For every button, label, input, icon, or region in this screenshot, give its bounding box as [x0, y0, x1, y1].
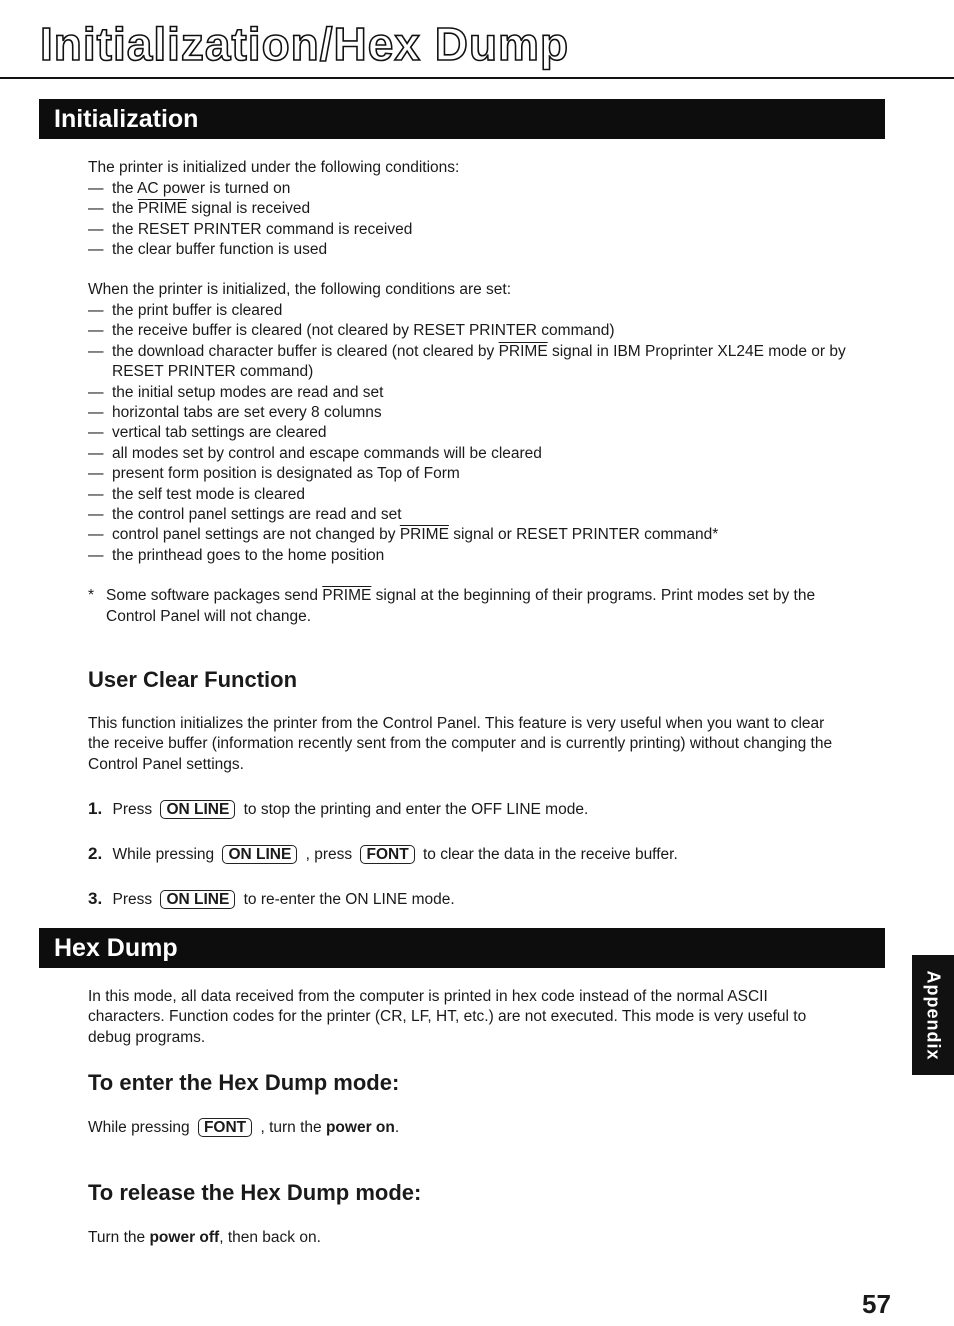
step-text: While pressing [112, 846, 215, 863]
list-item: — the RESET PRINTER command is received [88, 220, 412, 240]
on-line-key: ON LINE [222, 845, 297, 864]
prime-signal-text: PRIME [137, 200, 187, 218]
list-item: — the PRIME signal is received [88, 199, 412, 219]
init-intro-2: When the printer is initialized, the following conditions are set: [88, 281, 512, 298]
prime-signal-text: PRIME [322, 587, 372, 604]
prime-signal-text: PRIME [498, 342, 548, 360]
list-item: — the download character buffer is cleared (not cleared by PRIME signal in IBM Proprinter XL24E mode or by RESET PRINTER command) [88, 342, 848, 383]
list-item: — the receive buffer is cleared (not cleared by RESET PRINTER command) [88, 321, 848, 341]
list-item: — control panel settings are not changed by PRIME signal or RESET PRINTER command* [88, 525, 848, 545]
initialization-banner: Initialization [39, 99, 885, 139]
list-item: — the printhead goes to the home position [88, 546, 848, 566]
hex-dump-banner: Hex Dump [39, 928, 885, 968]
appendix-label: Appendix [923, 969, 944, 1061]
step-number: 3. [88, 889, 103, 908]
list-item: — all modes set by control and escape commands will be cleared [88, 444, 848, 464]
enter-hex-instruction [88, 1117, 399, 1139]
step-text: Press [112, 801, 153, 818]
init-set-list [88, 301, 848, 566]
prime-signal-text: PRIME [399, 526, 449, 544]
footnote-text: Some software packages send PRIME signal at the beginning of their programs. Print modes set by the Control Panel will not change. [106, 587, 816, 625]
power-off-text: power off [149, 1229, 220, 1246]
instruction-text: Turn the [88, 1229, 146, 1246]
instruction-text: , turn the [260, 1119, 322, 1136]
page-number: 57 [862, 1289, 891, 1319]
list-item: — the initial setup modes are read and set [88, 383, 848, 403]
init-conditions-list [88, 179, 412, 261]
step-3 [88, 888, 455, 911]
power-on-text: power on [325, 1119, 395, 1136]
list-item: — the print buffer is cleared [88, 301, 848, 321]
appendix-tab [912, 955, 954, 1075]
step-text: to stop the printing and enter the OFF LINE mode. [243, 801, 589, 818]
instruction-text: , then back on. [219, 1229, 321, 1246]
step-text: , press [305, 846, 353, 863]
user-clear-heading: User Clear Function [88, 667, 298, 692]
font-key: FONT [360, 845, 414, 864]
user-clear-body: This function initializes the printer from the Control Panel. This feature is very useful when you want to clear the receive buffer (information recently sent from the computer and is currently printing) without changing the Control Panel settings. [88, 715, 833, 773]
list-item: — the clear buffer function is used [88, 240, 412, 260]
enter-hex-heading: To enter the Hex Dump mode: [88, 1070, 400, 1095]
release-hex-heading: To release the Hex Dump mode: [88, 1180, 422, 1205]
step-text: Press [112, 891, 153, 908]
step-text: to clear the data in the receive buffer. [422, 846, 678, 863]
page-title: Initialization/Hex Dump [40, 18, 570, 70]
step-text: to re-enter the ON LINE mode. [243, 891, 455, 908]
list-item: — present form position is designated as Top of Form [88, 464, 848, 484]
list-item: — the AC power is turned on [88, 179, 412, 199]
list-item: — vertical tab settings are cleared [88, 423, 848, 443]
instruction-text: While pressing [88, 1119, 190, 1136]
instruction-text: . [394, 1119, 400, 1136]
list-item: — the self test mode is cleared [88, 485, 848, 505]
release-hex-instruction [88, 1227, 321, 1249]
step-1 [88, 798, 588, 821]
list-item: — horizontal tabs are set every 8 columns [88, 403, 848, 423]
step-number: 1. [88, 799, 103, 818]
footnote-mark: * [88, 587, 95, 604]
title-rule [0, 77, 954, 79]
step-number: 2. [88, 844, 103, 863]
font-key: FONT [198, 1118, 252, 1137]
list-item: — the control panel settings are read and set [88, 505, 848, 525]
step-2 [88, 843, 678, 866]
hex-dump-body: In this mode, all data received from the computer is printed in hex code instead of the normal ASCII characters. Function codes for the printer (CR, LF, HT, etc.) are not executed. This mode is very useful to debug programs. [88, 988, 807, 1046]
on-line-key: ON LINE [160, 890, 235, 909]
footnote [88, 585, 848, 627]
on-line-key: ON LINE [160, 800, 235, 819]
init-intro-1: The printer is initialized under the following conditions: [88, 159, 460, 176]
